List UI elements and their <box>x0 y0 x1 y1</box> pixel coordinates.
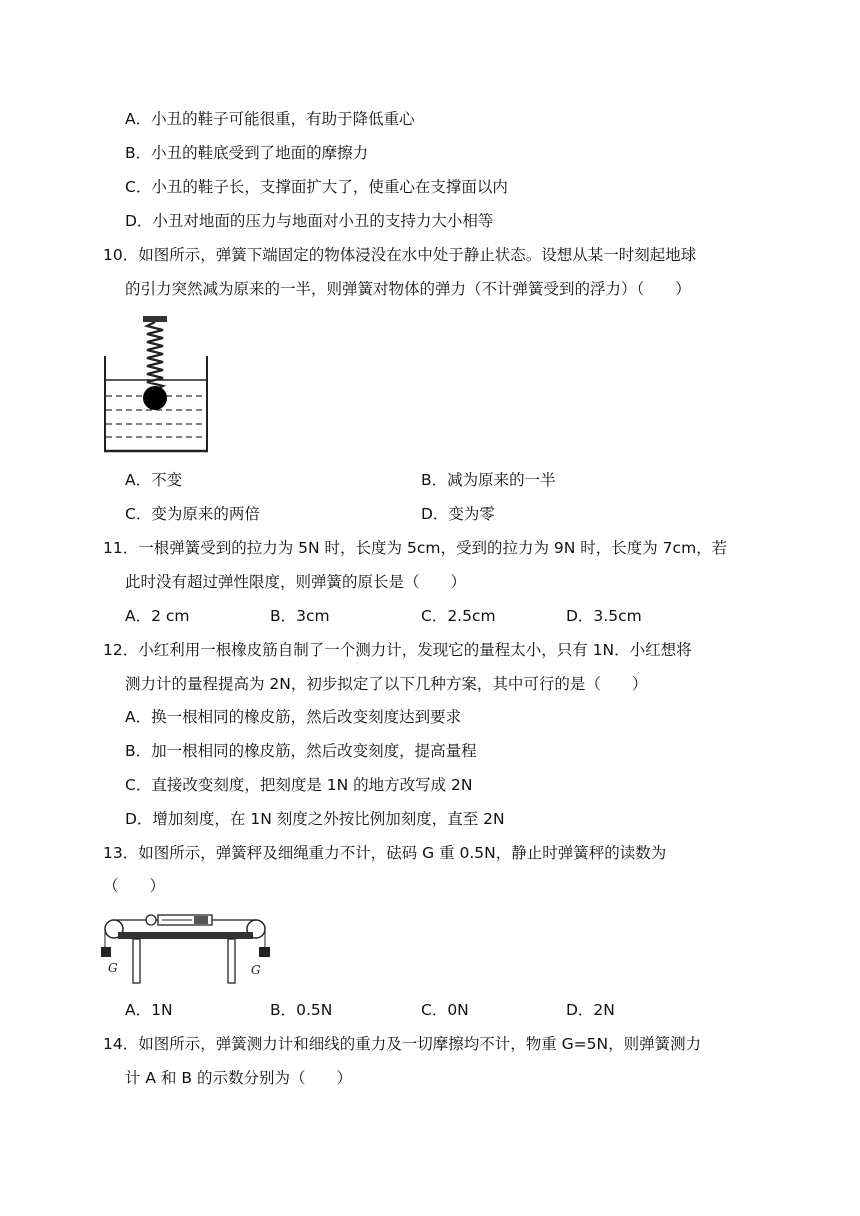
right-weight-label: G <box>251 963 261 977</box>
q14-stem-line1: 14．如图所示，弹簧测力计和细线的重力及一切摩擦均不计，物重 G=5N，则弹簧测力 <box>103 1035 702 1053</box>
q10-option-a: A．不变 <box>125 471 183 489</box>
q9-option-c: C．小丑的鞋子长，支撑面扩大了，使重心在支撑面以内 <box>125 178 508 196</box>
q12-option-a: A．换一根相同的橡皮筋，然后改变刻度达到要求 <box>125 708 462 726</box>
q10-option-d: D．变为零 <box>421 505 495 523</box>
q11-option-d: D．3.5cm <box>566 607 642 625</box>
q12-option-d: D．增加刻度，在 1N 刻度之外按比例加刻度，直至 2N <box>125 810 505 828</box>
q13-stem-line2: （ ） <box>103 877 166 895</box>
q13-stem-line1: 13．如图所示，弹簧秤及细绳重力不计，砝码 G 重 0.5N，静止时弹簧秤的读数为 <box>103 844 667 862</box>
q13-option-a: A．1N <box>125 1001 173 1019</box>
q13-option-c: C．0N <box>421 1001 469 1019</box>
q12-option-b: B．加一根相同的橡皮筋，然后改变刻度，提高量程 <box>125 742 477 760</box>
q11-stem-line1: 11．一根弹簧受到的拉力为 5N 时，长度为 5cm，受到的拉力为 9N 时，长度为 7cm，若 <box>103 539 728 557</box>
left-weight <box>101 947 111 957</box>
q12-option-c: C．直接改变刻度，把刻度是 1N 的地方改写成 2N <box>125 776 473 794</box>
spring-balance-pulley-figure <box>100 906 270 986</box>
right-weight <box>259 947 270 957</box>
q10-option-b: B．减为原来的一半 <box>421 471 556 489</box>
q11-stem-line2: 此时没有超过弹性限度，则弹簧的原长是（ ） <box>125 573 467 591</box>
q11-option-c: C．2.5cm <box>421 607 496 625</box>
q9-option-b: B．小丑的鞋底受到了地面的摩擦力 <box>125 144 369 162</box>
q10-option-c: C．变为原来的两倍 <box>125 505 260 523</box>
q11-option-a: A．2 cm <box>125 607 190 625</box>
table-top <box>118 932 253 939</box>
q13-option-d: D．2N <box>566 1001 615 1019</box>
q14-stem-line2: 计 A 和 B 的示数分别为（ ） <box>125 1069 352 1087</box>
q13-option-b: B．0.5N <box>270 1001 333 1019</box>
q9-option-a: A．小丑的鞋子可能很重，有助于降低重心 <box>125 110 415 128</box>
submerged-object <box>143 386 167 410</box>
q12-stem-line1: 12．小红利用一根橡皮筋自制了一个测力计，发现它的量程太小，只有 1N．小红想将 <box>103 641 692 659</box>
spring-in-water-figure <box>103 314 211 454</box>
q10-stem-line2: 的引力突然减为原来的一半，则弹簧对物体的弹力（不计弹簧受到的浮力）（ ） <box>125 280 691 298</box>
q9-option-d: D．小丑对地面的压力与地面对小丑的支持力大小相等 <box>125 212 494 230</box>
q11-option-b: B．3cm <box>270 607 330 625</box>
left-weight-label: G <box>108 961 118 975</box>
q10-stem-line1: 10．如图所示，弹簧下端固定的物体浸没在水中处于静止状态。设想从某一时刻起地球 <box>103 246 697 264</box>
q12-stem-line2: 测力计的量程提高为 2N，初步拟定了以下几种方案，其中可行的是（ ） <box>125 675 648 693</box>
